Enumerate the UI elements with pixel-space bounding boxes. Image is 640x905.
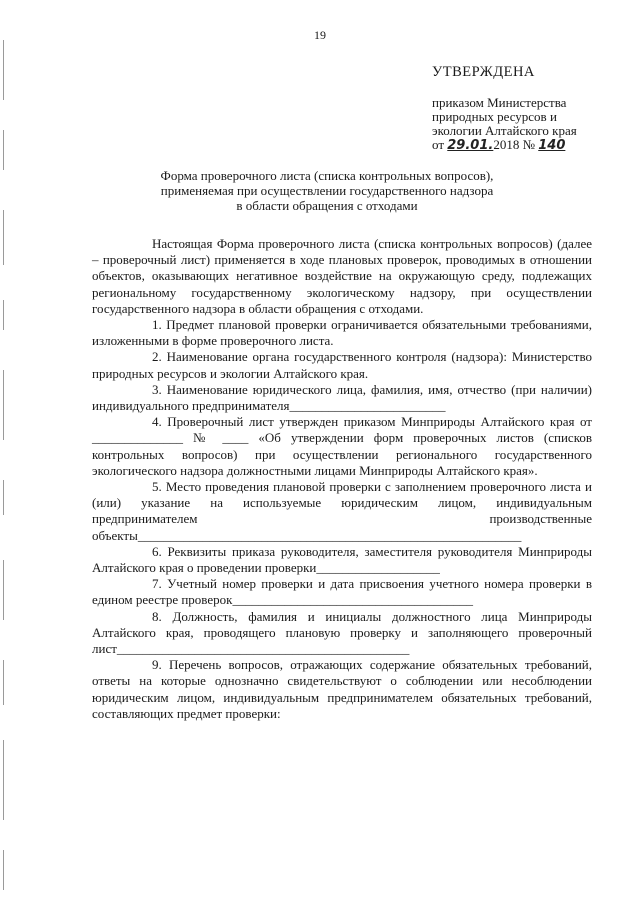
form-title	[120, 168, 534, 213]
paragraph-6: 6. Реквизиты приказа руководителя, заместителя руководителя Минприроды Алтайского края о проведении проверки___________________	[92, 543, 592, 576]
title-line-1: Форма проверочного листа (списка контрольных вопросов),	[160, 168, 494, 183]
page-number: 19	[314, 28, 326, 42]
paragraph-9: 9. Перечень вопросов, отражающих содержание обязательных требований, ответы на которые однозначно свидетельствуют о соблюдении или несоблюдении юридическим лицом, индивидуальным предпринимателем обязательных требований, составляющих предмет проверки:	[92, 657, 592, 721]
paragraph-5: 5. Место проведения плановой проверки с заполнением проверочного листа и (или) указание на используемые юридическим лицом, индивидуальным предпринимателем производственные	[92, 479, 592, 527]
paragraph-2: 2. Наименование органа государственного контроля (надзора): Министерство природных ресурсов и экологии Алтайского края.	[92, 349, 592, 381]
paragraph-4: 4. Проверочный лист утвержден приказом Минприроды Алтайского края от ______________ № ____ «Об утверждении форм проверочных листов (списков контрольных вопросов) при осуществлении регионального государственного экологического надзора должностными лицами Минприроды Алтайского края».	[92, 414, 592, 478]
title-line-2: применяемая при осуществлении государственного надзора	[160, 183, 494, 198]
paragraph-3: 3. Наименование юридического лица, фамилия, имя, отчество (при наличии) индивидуального предпринимателя________________________	[92, 381, 592, 414]
paragraph-1: 1. Предмет плановой проверки ограничивается обязательными требованиями, изложенными в форме проверочного листа.	[92, 317, 592, 349]
paragraph-5-objects: объекты___________________________________________________________	[92, 527, 522, 543]
title-line-3: в области обращения с отходами	[236, 198, 418, 213]
order-from-label: от	[432, 137, 448, 152]
order-line-3: экологии Алтайского края	[432, 123, 577, 138]
order-year-number-label: 2018 №	[493, 137, 535, 152]
order-number-handwritten: 140	[538, 138, 566, 153]
paragraph-intro: Настоящая Форма проверочного листа (списка контрольных вопросов) (далее – проверочный лист) применяется в ходе плановых проверок, проводимых в отношении объектов, оказывающих негативное воздействие на окружающую среду, подлежащих региональному государственному экологическому надзору, при осуществлении государственного надзора в области обращения с отходами.	[92, 236, 592, 316]
document-body	[92, 236, 592, 722]
scan-edge-marks	[3, 40, 5, 900]
order-reference	[432, 96, 577, 153]
paragraph-8: 8. Должность, фамилия и инициалы должностного лица Минприроды Алтайского края, проводящего плановую проверку и заполняющего проверочный лист_____________________________________________	[92, 608, 592, 657]
approved-heading: УТВЕРЖДЕНА	[432, 64, 535, 80]
order-date-handwritten: 29.01.	[447, 138, 494, 153]
order-line-1: приказом Министерства	[432, 95, 567, 110]
order-date-line	[432, 138, 577, 153]
paragraph-7: 7. Учетный номер проверки и дата присвоения учетного номера проверки в едином реестре проверок_____________________________________	[92, 576, 592, 608]
order-line-2: природных ресурсов и	[432, 109, 557, 124]
